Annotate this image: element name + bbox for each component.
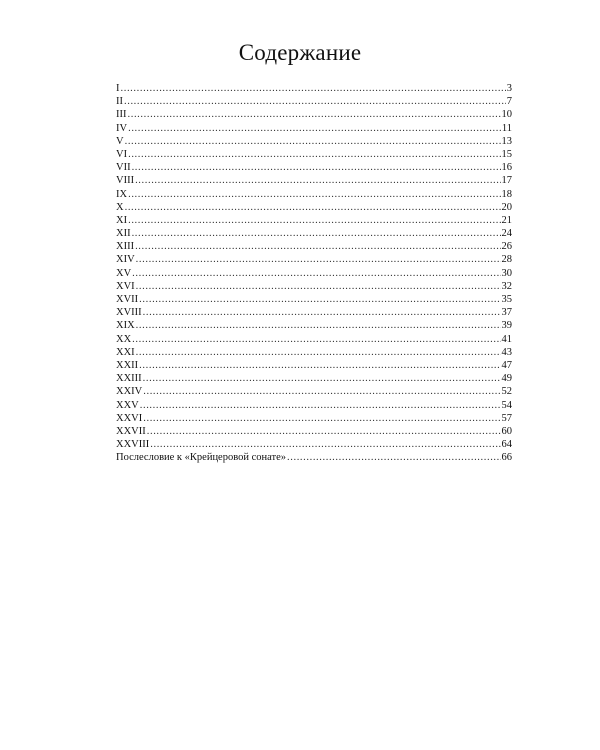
toc-entry-label: XXII bbox=[116, 359, 139, 371]
toc-dot-leader bbox=[128, 108, 501, 121]
toc-dot-leader bbox=[124, 95, 506, 108]
toc-entry-label: V bbox=[116, 135, 124, 147]
toc-dot-leader bbox=[136, 280, 501, 293]
toc-entry-page-number: 41 bbox=[501, 333, 512, 345]
toc-entry-label: VII bbox=[116, 162, 131, 174]
toc-entry[interactable] bbox=[116, 438, 512, 451]
toc-entry-page-number: 17 bbox=[501, 175, 512, 187]
toc-entry-page-number: 37 bbox=[501, 307, 512, 319]
toc-entry[interactable] bbox=[116, 425, 512, 438]
toc-dot-leader bbox=[135, 240, 500, 253]
toc-entry-page-number: 52 bbox=[501, 386, 512, 398]
toc-entry-label: Послесловие к «Крейцеровой сонате» bbox=[116, 452, 287, 464]
toc-entry[interactable] bbox=[116, 319, 512, 332]
toc-entry-label: XIX bbox=[116, 320, 135, 332]
table-of-contents bbox=[116, 82, 512, 464]
toc-dot-leader bbox=[132, 161, 501, 174]
toc-entry-page-number: 66 bbox=[501, 452, 512, 464]
toc-entry[interactable] bbox=[116, 385, 512, 398]
toc-dot-leader bbox=[287, 451, 500, 464]
toc-entry-label: XX bbox=[116, 333, 132, 345]
toc-entry[interactable] bbox=[116, 174, 512, 187]
toc-dot-leader bbox=[150, 438, 500, 451]
toc-entry-label: XII bbox=[116, 228, 131, 240]
toc-entry-page-number: 13 bbox=[501, 135, 512, 147]
toc-entry-page-number: 24 bbox=[501, 228, 512, 240]
toc-entry[interactable] bbox=[116, 214, 512, 227]
toc-entry[interactable] bbox=[116, 293, 512, 306]
toc-entry-page-number: 21 bbox=[501, 214, 512, 226]
toc-entry[interactable] bbox=[116, 188, 512, 201]
toc-dot-leader bbox=[140, 399, 501, 412]
toc-entry-label: XXIII bbox=[116, 373, 142, 385]
toc-dot-leader bbox=[136, 253, 501, 266]
toc-entry[interactable] bbox=[116, 82, 512, 95]
toc-entry-label: XIV bbox=[116, 254, 135, 266]
toc-entry-label: III bbox=[116, 109, 127, 121]
toc-entry-label: VI bbox=[116, 148, 128, 160]
toc-dot-leader bbox=[125, 135, 501, 148]
toc-entry[interactable] bbox=[116, 333, 512, 346]
toc-entry-label: XXV bbox=[116, 399, 139, 411]
toc-entry[interactable] bbox=[116, 372, 512, 385]
toc-entry-label: I bbox=[116, 83, 120, 94]
toc-entry[interactable] bbox=[116, 267, 512, 280]
toc-dot-leader bbox=[147, 425, 501, 438]
toc-entry[interactable] bbox=[116, 227, 512, 240]
toc-entry-label: IX bbox=[116, 188, 128, 200]
toc-entry-page-number: 26 bbox=[501, 241, 512, 253]
toc-entry-page-number: 54 bbox=[501, 399, 512, 411]
toc-entry-label: XVII bbox=[116, 294, 139, 305]
toc-dot-leader bbox=[135, 174, 500, 187]
toc-entry-page-number: 30 bbox=[501, 267, 512, 279]
toc-entry[interactable] bbox=[116, 280, 512, 293]
toc-entry[interactable] bbox=[116, 306, 512, 319]
toc-entry-label: XVIII bbox=[116, 307, 142, 319]
toc-entry-page-number: 35 bbox=[501, 294, 512, 305]
toc-entry-page-number: 28 bbox=[501, 254, 512, 266]
toc-entry[interactable] bbox=[116, 399, 512, 412]
toc-entry-page-number: 20 bbox=[501, 201, 512, 213]
toc-entry[interactable] bbox=[116, 122, 512, 135]
toc-dot-leader bbox=[132, 267, 500, 280]
toc-dot-leader bbox=[132, 227, 501, 240]
toc-entry[interactable] bbox=[116, 161, 512, 174]
toc-entry-label: XVI bbox=[116, 280, 135, 292]
toc-dot-leader bbox=[128, 214, 500, 227]
toc-entry-label: II bbox=[116, 96, 123, 108]
toc-dot-leader bbox=[143, 372, 501, 385]
toc-entry[interactable] bbox=[116, 346, 512, 359]
toc-entry[interactable] bbox=[116, 201, 512, 214]
toc-dot-leader bbox=[143, 306, 501, 319]
toc-dot-leader bbox=[128, 188, 500, 201]
toc-entry-label: XXVII bbox=[116, 425, 146, 437]
toc-entry-label: XI bbox=[116, 214, 128, 226]
toc-entry-page-number: 39 bbox=[501, 320, 512, 332]
toc-dot-leader bbox=[132, 333, 500, 346]
toc-entry-label: VIII bbox=[116, 175, 135, 187]
toc-dot-leader bbox=[139, 293, 500, 306]
toc-entry-label: XV bbox=[116, 267, 132, 279]
toc-dot-leader bbox=[121, 82, 506, 95]
toc-entry-page-number: 3 bbox=[506, 83, 512, 94]
toc-entry-label: XXVI bbox=[116, 412, 143, 424]
toc-entry-page-number: 49 bbox=[501, 373, 512, 385]
toc-entry-page-number: 57 bbox=[501, 412, 512, 424]
toc-entry[interactable] bbox=[116, 95, 512, 108]
toc-entry[interactable] bbox=[116, 135, 512, 148]
toc-entry-page-number: 16 bbox=[501, 162, 512, 174]
toc-entry-label: XXIV bbox=[116, 386, 143, 398]
toc-entry-page-number: 15 bbox=[501, 148, 512, 160]
toc-entry-page-number: 11 bbox=[501, 122, 512, 134]
toc-dot-leader bbox=[136, 346, 501, 359]
toc-dot-leader bbox=[128, 148, 500, 161]
toc-entry-page-number: 43 bbox=[501, 346, 512, 358]
toc-dot-leader bbox=[143, 412, 500, 425]
page-title: Содержание bbox=[238, 40, 362, 65]
toc-entry[interactable] bbox=[116, 240, 512, 253]
toc-entry-page-number: 10 bbox=[501, 109, 512, 121]
toc-entry-page-number: 7 bbox=[506, 96, 512, 108]
toc-entry[interactable] bbox=[116, 451, 512, 464]
toc-dot-leader bbox=[136, 319, 501, 332]
toc-entry-label: IV bbox=[116, 122, 128, 134]
toc-entry-page-number: 60 bbox=[501, 425, 512, 437]
toc-entry-page-number: 64 bbox=[501, 439, 512, 451]
toc-entry-label: XXVIII bbox=[116, 439, 150, 451]
toc-entry[interactable] bbox=[116, 412, 512, 425]
toc-entry-label: XIII bbox=[116, 241, 135, 253]
toc-dot-leader bbox=[125, 201, 501, 214]
toc-dot-leader bbox=[143, 385, 500, 398]
toc-entry[interactable] bbox=[116, 108, 512, 121]
toc-entry-page-number: 18 bbox=[501, 188, 512, 200]
toc-entry[interactable] bbox=[116, 359, 512, 372]
toc-entry-label: XXI bbox=[116, 346, 135, 358]
toc-entry[interactable] bbox=[116, 148, 512, 161]
toc-dot-leader bbox=[128, 122, 501, 135]
toc-entry-label: X bbox=[116, 201, 124, 213]
toc-entry[interactable] bbox=[116, 253, 512, 266]
toc-entry-page-number: 47 bbox=[501, 359, 512, 371]
toc-dot-leader bbox=[139, 359, 500, 372]
toc-entry-page-number: 32 bbox=[501, 280, 512, 292]
